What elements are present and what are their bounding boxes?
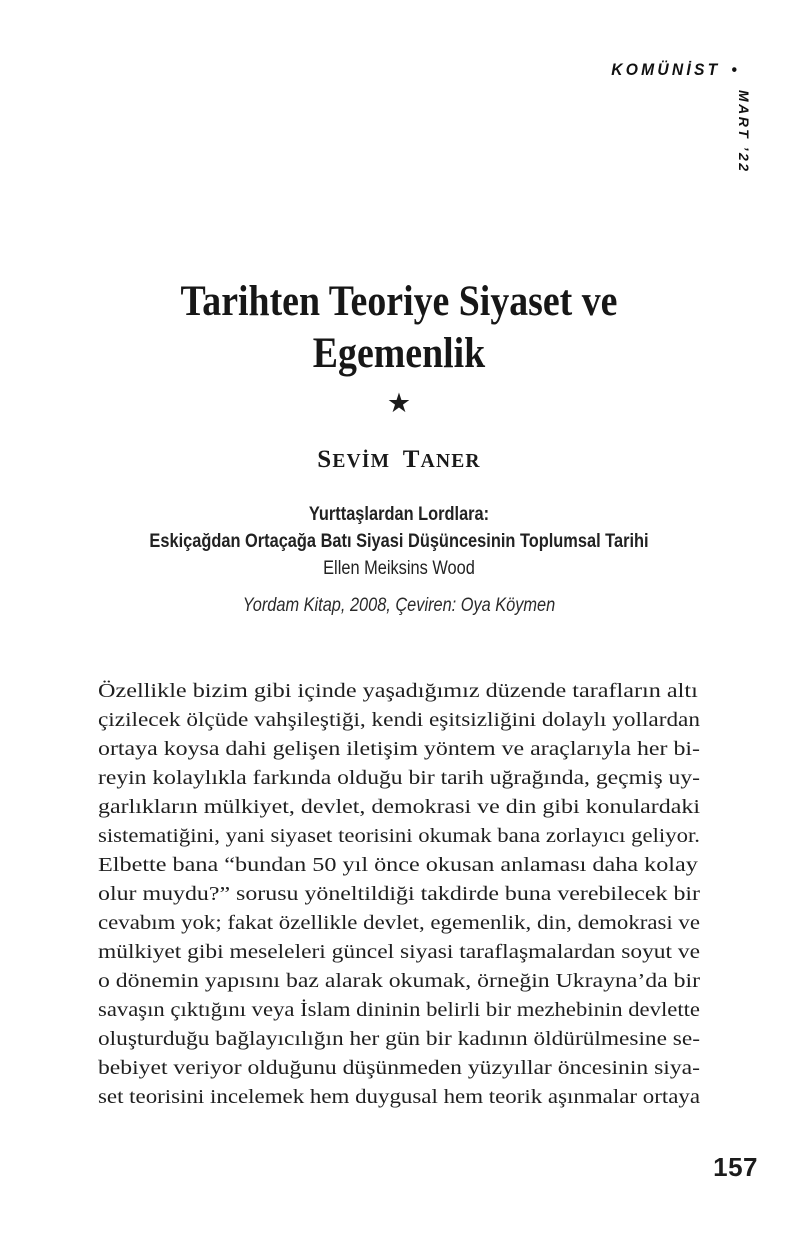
author-smallcaps-last: ANER <box>420 451 481 472</box>
body-text-line: savaşın çıktığını veya İslam dininin belirli bir mezhebinin devlette <box>98 999 700 1021</box>
reviewed-book-info <box>0 501 798 582</box>
body-text-line: set teorisini incelemek hem duygusal hem teorik aşınmalar ortaya <box>98 1086 700 1108</box>
body-text-line: çizilecek ölçüde vahşileştiği, kendi eşitsizliğini dolaylı yollardan <box>98 709 700 731</box>
star-ornament-icon: ★ <box>386 388 412 418</box>
body-text-line: Özellikle bizim gibi içinde yaşadığımız düzende tarafların altı <box>98 680 698 702</box>
book-author: Ellen Meiksins Wood <box>323 557 475 579</box>
body-text-line: cevabım yok; fakat özellikle devlet, egemenlik, din, demokrasi ve <box>98 912 700 934</box>
issue-date-vertical: MART ’22 <box>736 90 752 174</box>
body-text-line: mülkiyet gibi meseleleri güncel siyasi taraflaşmalardan soyut ve <box>98 941 700 963</box>
book-publication-details: Yordam Kitap, 2008, Çeviren: Oya Köymen <box>242 595 556 616</box>
body-text-line: garlıkların mülkiyet, devlet, demokrasi ve din gibi konulardaki <box>98 796 700 818</box>
book-title-line1: Yurttaşlardan Lordlara: <box>308 503 490 525</box>
book-title-line2: Eskiçağdan Ortaçağa Batı Siyasi Düşüncesinin Toplumsal Tarihi <box>149 530 649 552</box>
article-title <box>134 276 664 380</box>
body-text-line: Elbette bana “bundan 50 yıl önce okusan anlaması daha kolay <box>98 854 698 876</box>
body-text-line: bebiyet veriyor olduğunu düşünmeden yüzyıllar öncesinin siya- <box>98 1057 700 1079</box>
author-initial-first: S <box>317 446 333 473</box>
body-text-line: olur muydu?” sorusu yöneltildiği takdirde buna verebilecek bir <box>98 883 700 905</box>
body-text-line: oluşturduğu bağlayıcılığın her gün bir kadının öldürülmesine se- <box>98 1028 700 1050</box>
journal-masthead: KOMÜNİST • <box>611 60 740 79</box>
body-text-line: reyin kolaylıkla farkında olduğu bir tarih uğrağında, geçmiş uy- <box>98 767 700 789</box>
author-initial-last: T <box>402 446 421 473</box>
page-number: 157 <box>713 1152 758 1182</box>
body-text-line: o dönemin yapısını baz alarak okumak, örneğin Ukrayna’da bir <box>98 970 700 992</box>
body-text-line: ortaya koysa dahi gelişen iletişim yöntem ve araçlarıyla her bi- <box>98 738 700 760</box>
article-title-line1: Tarihten Teoriye Siyaset ve <box>180 278 618 325</box>
article-title-line2: Egemenlik <box>312 330 486 377</box>
body-paragraph <box>98 677 700 1112</box>
author-smallcaps-first: EVİM <box>332 451 391 472</box>
body-text-line: sistematiğini, yani siyaset teorisini okumak bana zorlayıcı geliyor. <box>98 825 700 847</box>
author-name <box>98 446 700 474</box>
